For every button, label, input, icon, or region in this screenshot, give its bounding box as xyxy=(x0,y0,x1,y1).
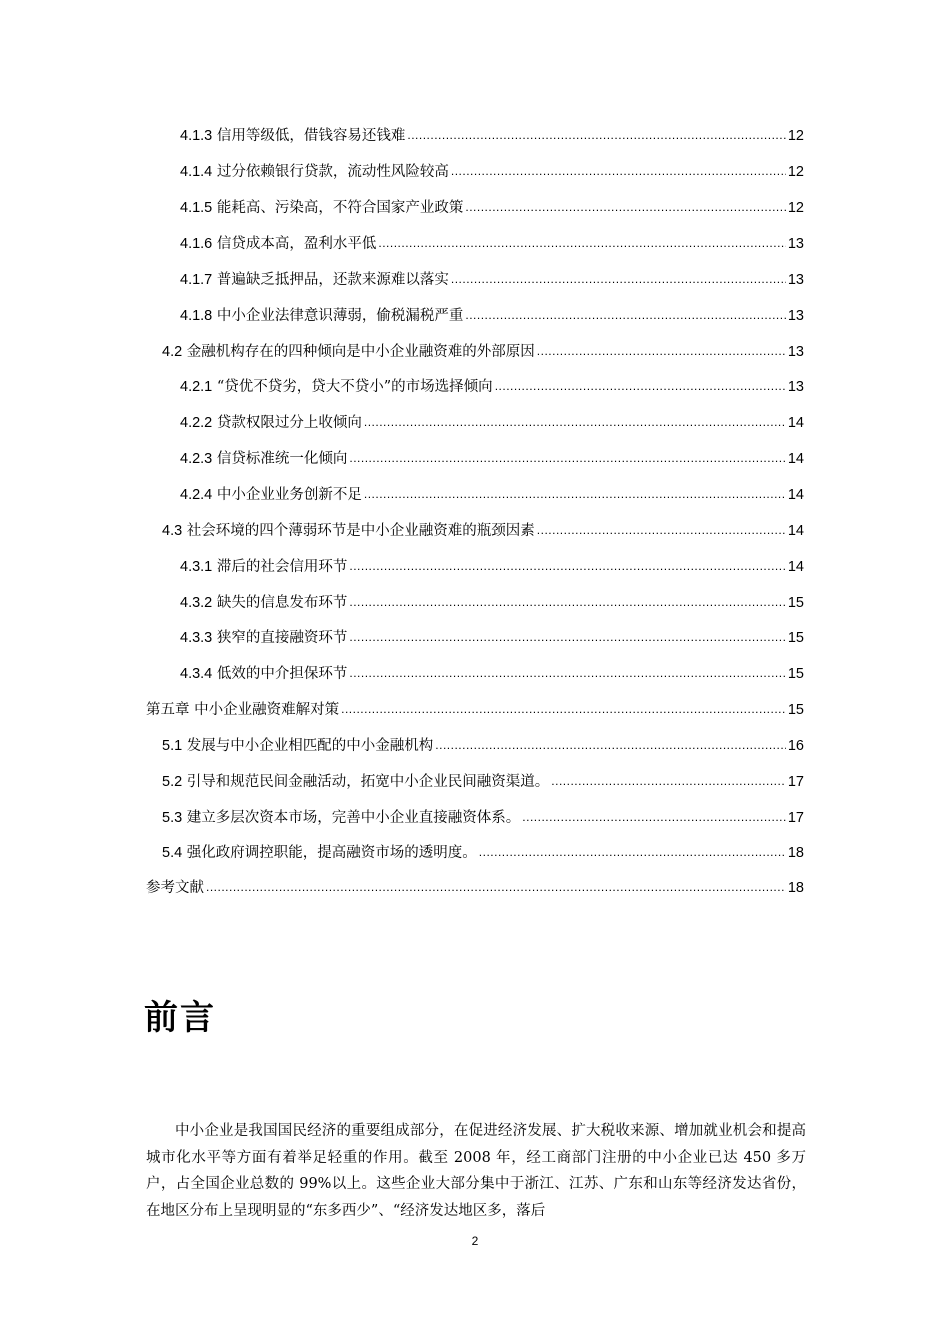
toc-entry-page: 13 xyxy=(787,379,804,395)
toc-entry[interactable] xyxy=(180,626,804,650)
toc-entry-number: 4.2 xyxy=(162,344,183,360)
toc-entry[interactable] xyxy=(162,340,804,364)
toc-entry-page: 18 xyxy=(787,845,804,861)
toc-entry-title: 狭窄的直接融资环节 xyxy=(216,630,348,646)
toc-entry-title: 普遍缺乏抵押品，还款来源难以落实 xyxy=(216,272,449,288)
toc-entry[interactable] xyxy=(146,876,804,900)
toc-entry-page: 17 xyxy=(787,810,804,826)
toc-entry-title: 缺失的信息发布环节 xyxy=(216,595,348,611)
toc-entry-page: 13 xyxy=(787,236,804,252)
toc-entry-title: 低效的中介担保环节 xyxy=(216,666,348,682)
toc-entry-title: 金融机构存在的四种倾向是中小企业融资难的外部原因 xyxy=(186,344,535,360)
toc-leader-dots xyxy=(349,590,786,614)
toc-leader-dots xyxy=(465,303,786,327)
toc-leader-dots xyxy=(465,195,786,219)
toc-entry[interactable] xyxy=(180,662,804,686)
toc-entry[interactable] xyxy=(180,124,804,148)
toc-entry[interactable] xyxy=(162,734,804,758)
toc-entry[interactable] xyxy=(146,698,804,722)
toc-leader-dots xyxy=(479,840,786,864)
toc-leader-dots xyxy=(522,805,786,829)
toc-entry[interactable] xyxy=(180,160,804,184)
toc-entry-page: 13 xyxy=(787,272,804,288)
toc-entry-number: 4.3 xyxy=(162,523,183,539)
toc-entry-title: 社会环境的四个薄弱环节是中小企业融资难的瓶颈因素 xyxy=(186,523,535,539)
toc-entry-page: 12 xyxy=(787,200,804,216)
toc-entry-number: 4.1.3 xyxy=(180,128,213,144)
body-paragraph: 中小企业是我国国民经济的重要组成部分，在促进经济发展、扩大税收来源、增加就业机会和提高城市化水平等方面有着举足轻重的作用。截至 2008 年，经工商部门注册的中小企业已达 450 多万户，占全国企业总数的 99%以上。这些企业大部分集中于浙江、江苏、广东和山东等经济发达省份，在地区分布上呈现明显的“东多西少”、“经济发达地区多，落后 xyxy=(146,1123,806,1219)
toc-entry-number: 4.3.2 xyxy=(180,595,213,611)
toc-entry-page: 15 xyxy=(787,702,804,718)
toc-entry[interactable] xyxy=(180,555,804,579)
toc-entry-page: 14 xyxy=(787,451,804,467)
toc-leader-dots xyxy=(378,231,786,255)
toc-entry[interactable] xyxy=(180,375,804,399)
toc-leader-dots xyxy=(435,733,786,757)
toc-entry-title: 过分依赖银行贷款，流动性风险较高 xyxy=(216,164,449,180)
toc-entry-number: 4.1.4 xyxy=(180,164,213,180)
toc-entry-title: 滞后的社会信用环节 xyxy=(216,559,348,575)
toc-entry-number: 5.3 xyxy=(162,810,183,826)
toc-entry-page: 15 xyxy=(787,666,804,682)
toc-leader-dots xyxy=(537,339,786,363)
toc-entry-page: 17 xyxy=(787,774,804,790)
toc-entry-title: 强化政府调控职能，提高融资市场的透明度。 xyxy=(186,845,477,861)
toc-entry-title: 发展与中小企业相匹配的中小金融机构 xyxy=(186,738,434,754)
toc-leader-dots xyxy=(341,697,786,721)
toc-entry-number: 5.2 xyxy=(162,774,183,790)
section-heading: 前言 xyxy=(144,998,216,1038)
toc-leader-dots xyxy=(349,554,786,578)
toc-entry-title: 信用等级低，借钱容易还钱难 xyxy=(216,128,406,144)
toc-leader-dots xyxy=(537,518,786,542)
toc-entry-number: 4.3.3 xyxy=(180,630,213,646)
toc-entry-number: 5.1 xyxy=(162,738,183,754)
toc-entry[interactable] xyxy=(180,304,804,328)
toc-entry-number: 4.3.1 xyxy=(180,559,213,575)
toc-entry-page: 12 xyxy=(787,164,804,180)
toc-entry-number: 4.1.5 xyxy=(180,200,213,216)
toc-entry[interactable] xyxy=(180,411,804,435)
toc-entry-title: 第五章 中小企业融资难解对策 xyxy=(146,702,340,718)
toc-entry-number: 5.4 xyxy=(162,845,183,861)
toc-entry-page: 13 xyxy=(787,344,804,360)
toc-leader-dots xyxy=(349,446,786,470)
toc-entry-title: 参考文献 xyxy=(146,880,204,896)
toc-entry-title: 建立多层次资本市场，完善中小企业直接融资体系。 xyxy=(186,810,521,826)
toc-entry[interactable] xyxy=(162,519,804,543)
toc-entry-title: 引导和规范民间金融活动，拓宽中小企业民间融资渠道。 xyxy=(186,774,550,790)
toc-entry[interactable] xyxy=(162,806,804,830)
toc-entry-number: 4.1.8 xyxy=(180,308,213,324)
toc-entry[interactable] xyxy=(180,196,804,220)
toc-entry-page: 14 xyxy=(787,523,804,539)
toc-leader-dots xyxy=(364,482,786,506)
toc-entry-title: 中小企业业务创新不足 xyxy=(216,487,362,503)
toc-leader-dots xyxy=(551,769,786,793)
toc-leader-dots xyxy=(495,374,786,398)
toc-entry-page: 14 xyxy=(787,559,804,575)
toc-entry-page: 16 xyxy=(787,738,804,754)
toc-entry[interactable] xyxy=(180,232,804,256)
toc-entry-page: 13 xyxy=(787,308,804,324)
toc-entry-title: 信贷成本高，盈利水平低 xyxy=(216,236,377,252)
toc-leader-dots xyxy=(364,410,786,434)
toc-entry-title: 中小企业法律意识薄弱，偷税漏税严重 xyxy=(216,308,464,324)
toc-entry-number: 4.2.2 xyxy=(180,415,213,431)
toc-entry-page: 15 xyxy=(787,595,804,611)
toc-entry-title: 贷款权限过分上收倾向 xyxy=(216,415,362,431)
toc-leader-dots xyxy=(349,625,786,649)
toc-entry-page: 14 xyxy=(787,487,804,503)
page-number: 2 xyxy=(471,1234,479,1248)
toc-entry[interactable] xyxy=(180,591,804,615)
toc-entry[interactable] xyxy=(180,447,804,471)
toc-entry-number: 4.1.7 xyxy=(180,272,213,288)
toc-entry[interactable] xyxy=(180,483,804,507)
toc-leader-dots xyxy=(407,123,786,147)
toc-entry-number: 4.2.4 xyxy=(180,487,213,503)
toc-entry-title: 能耗高、污染高，不符合国家产业政策 xyxy=(216,200,464,216)
toc-entry-number: 4.2.1 xyxy=(180,379,213,395)
toc-entry-page: 14 xyxy=(787,415,804,431)
toc-entry-number: 4.3.4 xyxy=(180,666,213,682)
toc-leader-dots xyxy=(451,267,786,291)
toc-entry-page: 18 xyxy=(787,880,804,896)
toc-entry[interactable] xyxy=(162,770,804,794)
toc-entry-page: 12 xyxy=(787,128,804,144)
toc-entry-number: 4.2.3 xyxy=(180,451,213,467)
toc-leader-dots xyxy=(451,159,786,183)
toc-entry-number: 4.1.6 xyxy=(180,236,213,252)
toc-entry[interactable] xyxy=(180,268,804,292)
toc-leader-dots xyxy=(206,875,786,899)
toc-entry[interactable] xyxy=(162,841,804,865)
toc-entry-page: 15 xyxy=(787,630,804,646)
toc-entry-title: 信贷标准统一化倾向 xyxy=(216,451,348,467)
toc-entry-title: “贷优不贷劣，贷大不贷小”的市场选择倾向 xyxy=(216,379,493,395)
toc-leader-dots xyxy=(349,661,786,685)
